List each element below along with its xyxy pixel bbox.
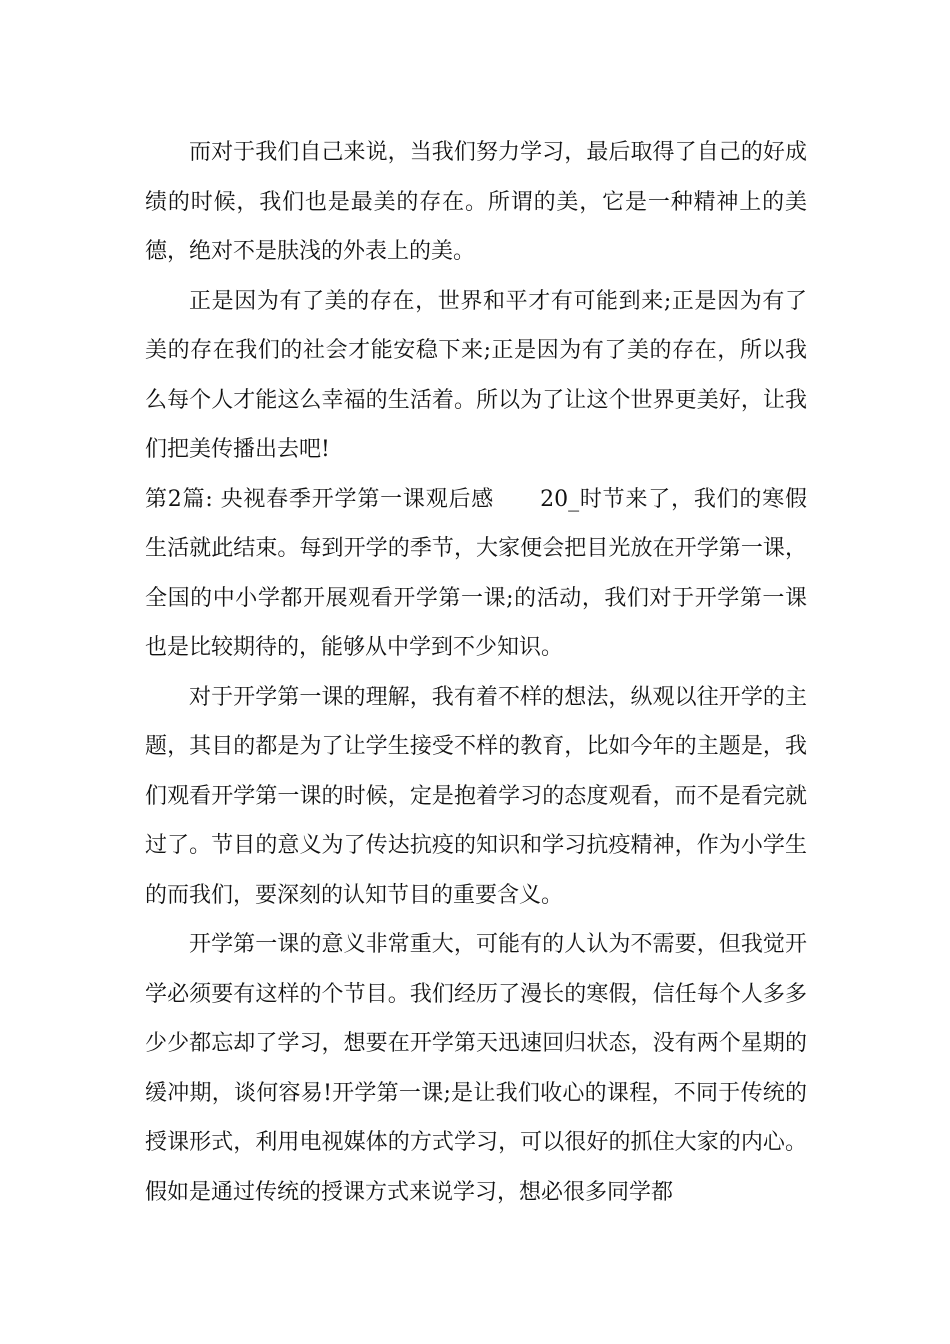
paragraph-significance: 开学第一课的意义非常重大，可能有的人认为不需要，但我觉开学必须要有这样的个节目。我们经历了漫长的寒假，信任每个人多多少少都忘却了学习，想要在开学第天迅速回归状态，没有两个星期的缓冲期，谈何容易!开学第一课;是让我们收心的课程，不同于传统的授课形式，利用电视媒体的方式学习，可以很好的抓住大家的内心。假如是通过传统的授课方式来说学习，想必很多同学都 [145, 932, 807, 1205]
section-first-paragraph [145, 475, 807, 673]
section-title: 第2篇: 央视春季开学第一课观后感 [145, 486, 495, 512]
paragraph-beauty-peace: 正是因为有了美的存在，世界和平才有可能到来;正是因为有了美的存在我们的社会才能安稳下来;正是因为有了美的存在，所以我么每个人才能这么幸福的生活着。所以为了让这个世界更美好，让我们把美传播出去吧! [145, 288, 807, 462]
section-first-text: 20_时节来了，我们的寒假生活就此结束。每到开学的季节，大家便会把目光放在开学第一课，全国的中小学都开展观看开学第一课;的活动，我们对于开学第一课也是比较期待的，能够从中学到不少知识。 [145, 486, 807, 660]
paragraph-beauty-study: 而对于我们自己来说，当我们努力学习，最后取得了自己的好成绩的时候，我们也是最美的存在。所谓的美，它是一种精神上的美德，绝对不是肤浅的外表上的美。 [145, 140, 807, 264]
paragraph-understanding: 对于开学第一课的理解，我有着不样的想法，纵观以往开学的主题，其目的都是为了让学生接受不样的教育，比如今年的主题是，我们观看开学第一课的时候，定是抱着学习的态度观看，而不是看完就过了。节目的意义为了传达抗疫的知识和学习抗疫精神，作为小学生的而我们，要深刻的认知节目的重要含义。 [145, 684, 807, 908]
document-body [145, 128, 807, 1217]
